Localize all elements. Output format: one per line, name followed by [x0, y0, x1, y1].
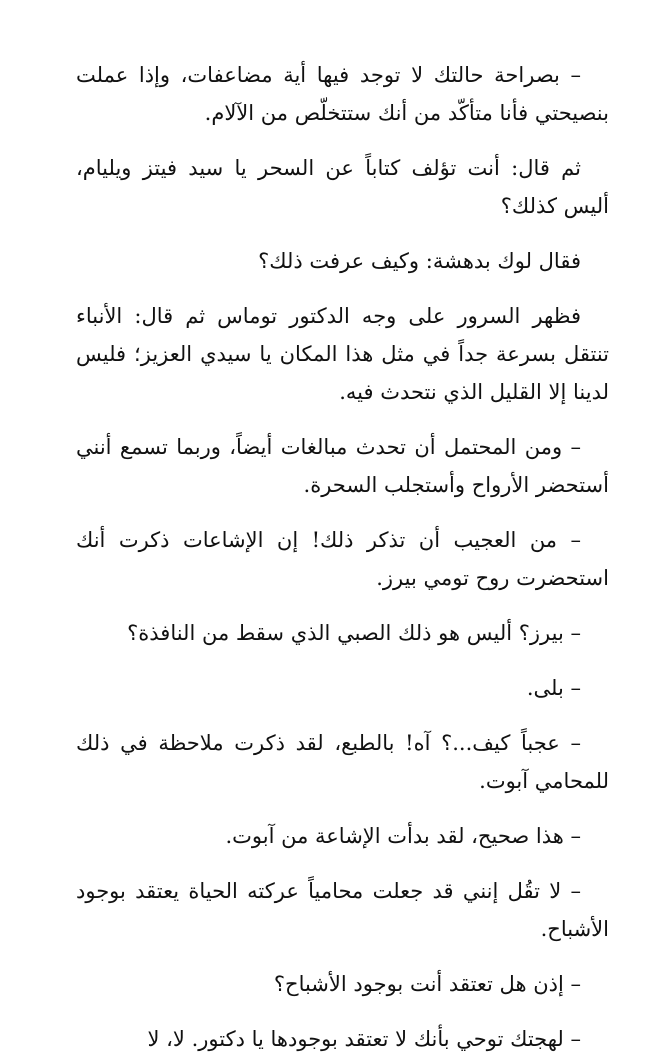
paragraph-3: فقال لوك بدهشة: وكيف عرفت ذلك؟	[258, 249, 581, 273]
paragraph-9: – عجباً كيف...؟ آه! بالطبع، لقد ذكرت ملاحظة في ذلك للمحامي آبوت.	[76, 731, 609, 793]
paragraph-13: – لهجتك توحي بأنك لا تعتقد بوجودها يا دكتور. لا، لا	[147, 1027, 581, 1051]
paragraph-5: – ومن المحتمل أن تحدث مبالغات أيضاً، وربما تسمع أنني أستحضر الأرواح وأستجلب السحرة.	[76, 435, 609, 497]
paragraph-1: – بصراحة حالتك لا توجد فيها أية مضاعفات، وإذا عملت بنصيحتي فأنا متأكّد من أنك ستتخلّص من الآلام.	[76, 63, 609, 125]
paragraph-8: – بلى.	[526, 676, 581, 700]
paragraph-12: – إذن هل تعتقد أنت بوجود الأشباح؟	[273, 972, 581, 996]
paragraph-7: – بيرز؟ أليس هو ذلك الصبي الذي سقط من النافذة؟	[127, 621, 581, 645]
paragraph-2: ثم قال: أنت تؤلف كتاباً عن السحر يا سيد فيتز ويليام، أليس كذلك؟	[76, 156, 609, 218]
paragraph-6: – من العجيب أن تذكر ذلك! إن الإشاعات ذكرت أنك استحضرت روح تومي بيرز.	[76, 528, 609, 590]
paragraph-4: فظهر السرور على وجه الدكتور توماس ثم قال: الأنباء تنتقل بسرعة جداً في مثل هذا المكان يا سيدي العزيز؛ فليس لدينا إلا القليل الذي نتحدث فيه.	[76, 304, 609, 404]
book-page	[76, 56, 609, 1051]
paragraph-11: – لا تقُل إنني قد جعلت محامياً عركته الحياة يعتقد بوجود الأشباح.	[76, 879, 609, 941]
paragraph-10: – هذا صحيح، لقد بدأت الإشاعة من آبوت.	[225, 824, 581, 848]
